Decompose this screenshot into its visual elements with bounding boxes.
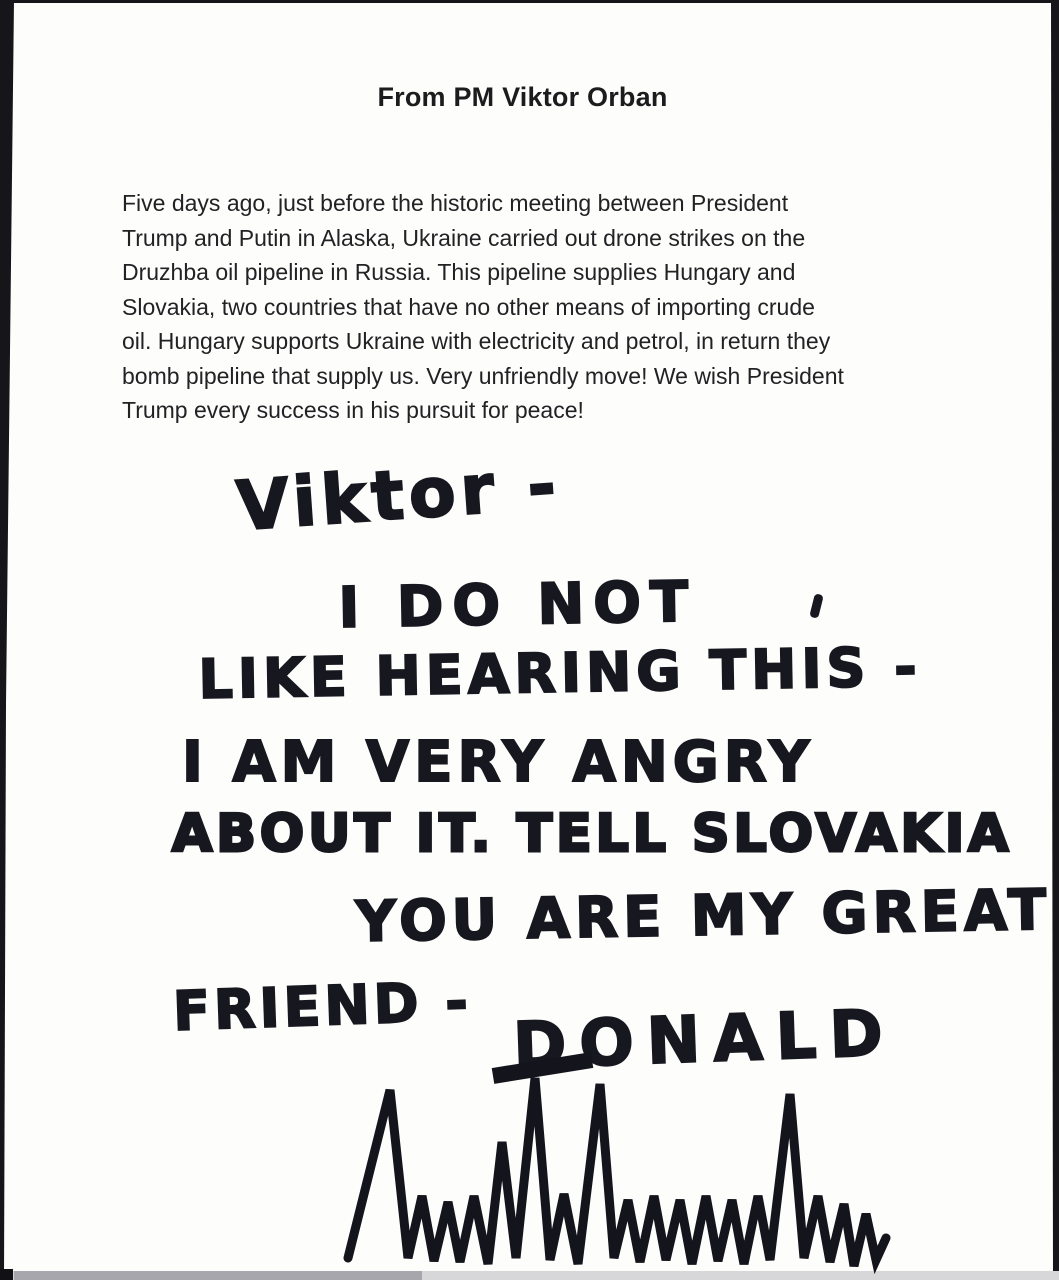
- letter-body-line: Five days ago, just before the historic meeting between President: [122, 190, 789, 216]
- letter-body-line: bomb pipeline that supply us. Very unfriendly move! We wish President: [122, 362, 844, 389]
- scan-edge-left: [0, 0, 14, 1280]
- handwritten-line-i-do-not: I DO NOT: [338, 569, 698, 641]
- letter-body-line: Slovakia, two countries that have no other means of importing crude: [122, 293, 815, 320]
- handwritten-line-like-hearing-this: LIKE HEARING THIS -: [198, 635, 923, 711]
- handwritten-line-about-it-tell-slovakia: ABOUT IT. TELL SLOVAKIA: [172, 804, 1013, 864]
- trump-signature: [330, 1046, 905, 1274]
- scan-edge-bottom-corner: [0, 1269, 13, 1280]
- marker-stray-dot: [809, 593, 824, 618]
- handwritten-line-donald: DONALD: [512, 996, 897, 1084]
- letter-title: From PM Viktor Orban: [377, 82, 668, 112]
- letter-body-line: oil. Hungary supports Ukraine with electricity and petrol, in return they: [122, 328, 831, 354]
- scan-edge-right: [1049, 0, 1059, 1280]
- letter-body-line: Trump and Putin in Alaska, Ukraine carried out drone strikes on the: [122, 224, 806, 251]
- handwritten-line-viktor: Viktor -: [234, 445, 564, 547]
- scan-edge-top: [0, 0, 1059, 3]
- handwritten-line-i-am-very-angry: I AM VERY ANGRY: [182, 730, 815, 795]
- letter-body-line: Trump every success in his pursuit for peace!: [122, 397, 584, 423]
- letter-body: [122, 186, 952, 428]
- handwritten-line-you-are-my-great: YOU ARE MY GREAT: [355, 877, 1052, 955]
- handwritten-line-friend: FRIEND -: [172, 969, 473, 1043]
- letter-body-line: Druzhba oil pipeline in Russia. This pipeline supplies Hungary and: [122, 259, 796, 285]
